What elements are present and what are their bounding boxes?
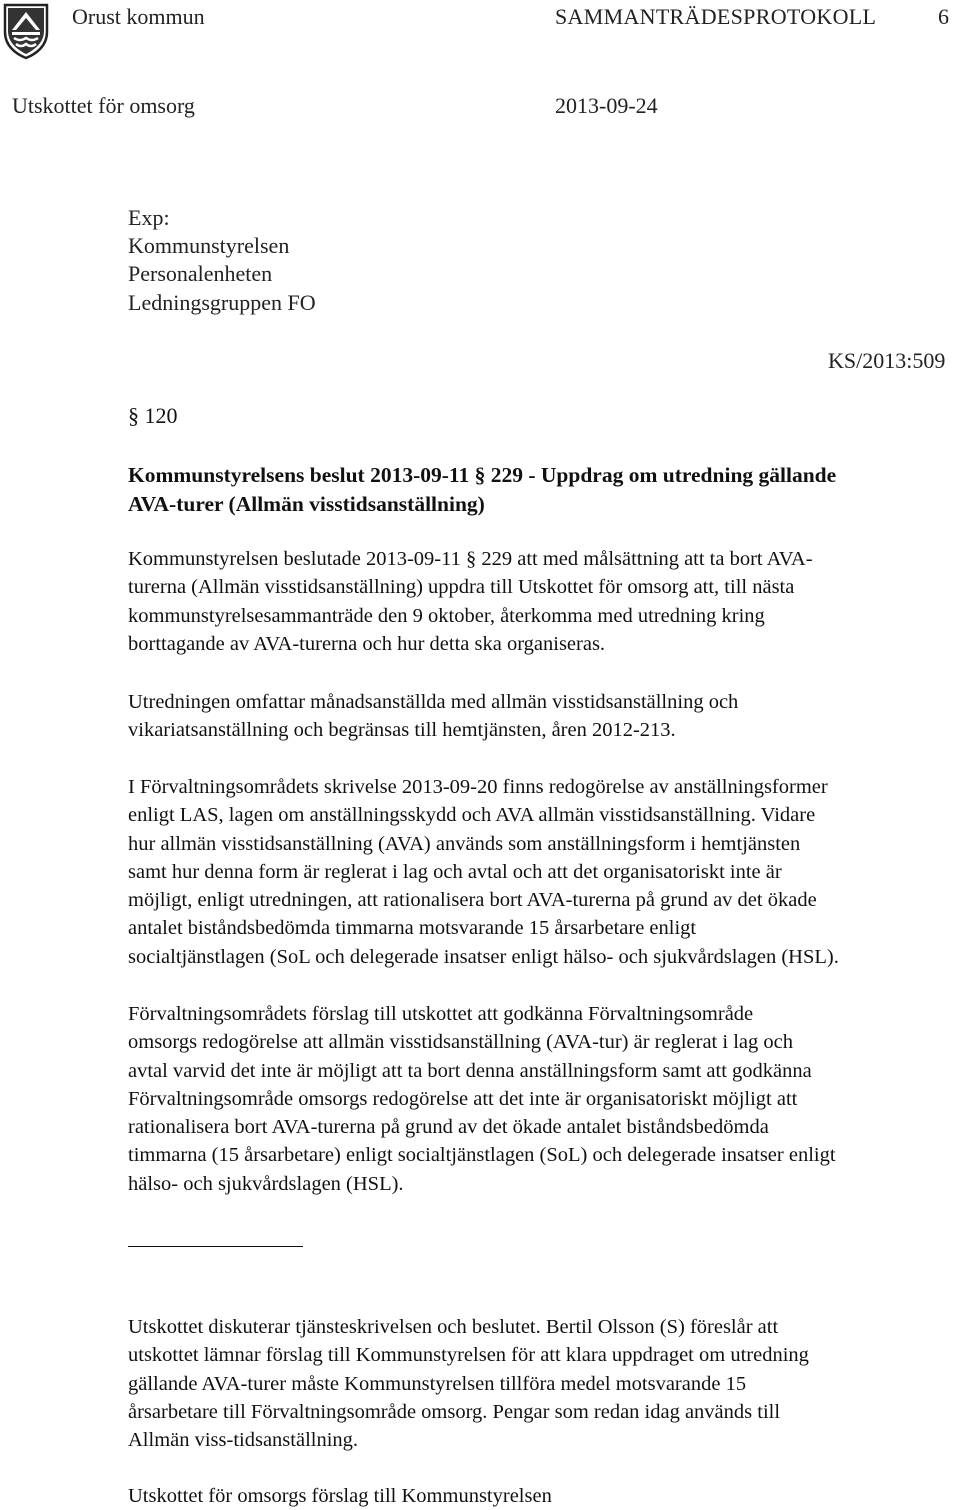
paragraph-discussion (128, 1313, 948, 1454)
expedition-recipient: Personalenheten (128, 261, 273, 286)
text-line: Allmän viss-tidsanställning. (128, 1429, 359, 1452)
case-number: KS/2013:509 (828, 348, 946, 373)
section-marker (128, 403, 178, 429)
committee-name: Utskottet för omsorg (12, 93, 195, 118)
expedition-recipient: Kommunstyrelsen (128, 233, 290, 258)
expedition-label: Exp: (128, 205, 170, 230)
text-line: Utskottet för omsorgs förslag till Kommunstyrelsen (128, 1485, 552, 1507)
text-line: Utredningen omfattar månadsanställda med allmän visstidsanställning och (128, 691, 739, 713)
text-line: Utskottet diskuterar tjänsteskrivelsen och beslutet. Bertil Olsson (S) föreslår att (128, 1316, 779, 1338)
text-line: omsorgs redogörelse att allmän visstidsanställning (AVA-tur) är reglerat i lag och (128, 1031, 793, 1054)
text-line: utskottet lämnar förslag till Kommunstyrelsen för att klara uppdraget om utredning (128, 1344, 809, 1367)
organization-name: Orust kommun (72, 4, 205, 29)
paragraph-proposal (128, 1000, 948, 1198)
paragraph-committee-proposal (128, 1482, 948, 1510)
text-line: hälso- och sjukvårdslagen (HSL). (128, 1172, 404, 1195)
text-line: hur allmän visstidsanställning (AVA) används som anställningsform i hemtjänsten (128, 832, 801, 855)
text-line: I Förvaltningsområdets skrivelse 2013-09-20 finns redogörelse av anställningsformer (128, 776, 828, 798)
case-title-line: Kommunstyrelsens beslut 2013-09-11 § 229 - Uppdrag om utredning gällande (128, 463, 837, 487)
paragraph-report (128, 773, 948, 971)
case-title (128, 461, 836, 519)
text-line: turerna (Allmän visstidsanställning) uppdra till Utskottet för omsorg att, till nästa (128, 576, 795, 599)
text-line: enligt LAS, lagen om anställningsskydd och AVA allmän visstidsanställning. Vidare (128, 804, 816, 827)
text-line: borttagande av AVA-turerna och hur detta ska organiseras. (128, 632, 606, 655)
municipality-coat-of-arms-logo (2, 2, 50, 60)
text-line: möjligt, enligt utredningen, att rationalisera bort AVA-turerna på grund av det ökade (128, 889, 817, 912)
text-line: gällande AVA-turer måste Kommunstyrelsen tillföra medel motsvarande 15 (128, 1372, 747, 1395)
text-line: antalet biståndsbedömda timmarna motsvarande 15 årsarbetare enligt (128, 917, 697, 940)
text-line: samt hur denna form är reglerat i lag och avtal och att det organisatoriskt inte är (128, 860, 782, 883)
text-line: Förvaltningsområdets förslag till utskottet att godkänna Förvaltningsområde (128, 1003, 754, 1025)
paragraph-scope (128, 688, 948, 745)
page-number: 6 (938, 4, 949, 29)
text-line: Kommunstyrelsen beslutade 2013-09-11 § 229 att med målsättning att ta bort AVA- (128, 548, 813, 570)
text-line: kommunstyrelsesammanträde den 9 oktober, återkomma med utredning kring (128, 604, 765, 627)
document-type: SAMMANTRÄDESPROTOKOLL (555, 4, 877, 29)
text-line: avtal varvid det inte är möjligt att ta bort denna anställningsform samt att godkänna (128, 1059, 812, 1082)
text-line: timmarna (15 årsarbetare) enligt socialtjänstlagen (SoL) och delegerade insatser enligt (128, 1144, 836, 1167)
text-line: vikariatsanställning och begränsas till hemtjänsten, åren 2012-213. (128, 719, 676, 742)
case-title-line: AVA-turer (Allmän visstidsanställning) (128, 492, 485, 516)
text-line: Förvaltningsområde omsorgs redogörelse att det inte är organisatoriskt möjligt att (128, 1087, 798, 1110)
paragraph-assignment (128, 545, 948, 658)
expedition-recipient: Ledningsgruppen FO (128, 290, 316, 315)
section-number: 120 (144, 403, 178, 428)
text-line: årsarbetare till Förvaltningsområde omsorg. Pengar som redan idag används till (128, 1400, 781, 1423)
separator-line (128, 1246, 303, 1247)
section-sign: § (128, 403, 139, 428)
text-line: socialtjänstlagen (SoL och delegerade insatser enligt hälso- och sjukvårdslagen (HSL). (128, 945, 839, 968)
meeting-date: 2013-09-24 (555, 93, 658, 118)
text-line: rationalisera bort AVA-turerna på grund av det ökade antalet biståndsbedömda (128, 1116, 769, 1139)
